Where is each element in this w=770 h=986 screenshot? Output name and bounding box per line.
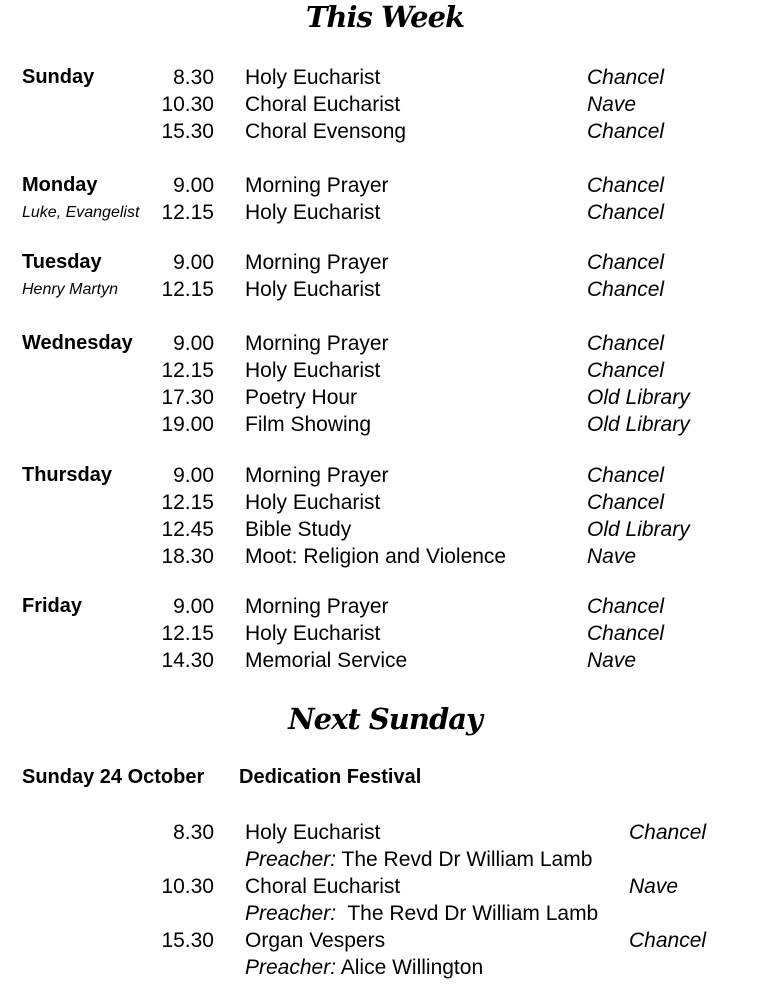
service-location: Nave	[587, 545, 637, 568]
service-location: Nave	[629, 875, 679, 898]
service-name: Holy Eucharist	[245, 278, 381, 301]
service-row	[0, 91, 770, 118]
service-name: Moot: Religion and Violence	[245, 545, 507, 568]
preacher-label: Preacher:	[245, 848, 337, 871]
service-location: Chancel	[587, 201, 665, 224]
service-name: Bible Study	[245, 518, 352, 541]
service-name: Choral Eucharist	[245, 875, 401, 898]
preacher-label: Preacher:	[245, 956, 337, 979]
service-name: Holy Eucharist	[245, 491, 381, 514]
service-name: Morning Prayer	[245, 464, 389, 487]
service-time: 12.15	[161, 278, 214, 301]
preacher-label: Preacher:	[245, 902, 337, 925]
service-location: Chancel	[587, 332, 665, 355]
service-location: Chancel	[587, 251, 665, 274]
service-time: 17.30	[161, 386, 214, 409]
this-week-heading: This Week	[305, 0, 465, 34]
service-name: Holy Eucharist	[245, 201, 381, 224]
service-name: Morning Prayer	[245, 595, 389, 618]
service-location: Chancel	[587, 278, 665, 301]
day-label: Monday	[22, 174, 98, 196]
preacher-line	[245, 954, 483, 981]
day-label: Wednesday	[22, 332, 133, 354]
service-location: Old Library	[587, 518, 690, 541]
service-location: Chancel	[587, 595, 665, 618]
preacher-name: The Revd Dr William Lamb	[341, 848, 593, 871]
service-location: Old Library	[587, 386, 690, 409]
service-location: Chancel	[587, 174, 665, 197]
service-location: Chancel	[587, 491, 665, 514]
next-sunday-heading: Next Sunday	[288, 702, 482, 736]
service-location: Chancel	[629, 821, 707, 844]
service-time: 12.15	[161, 491, 214, 514]
service-location: Old Library	[587, 413, 690, 436]
service-time: 14.30	[161, 649, 214, 672]
service-time: 15.30	[161, 929, 214, 952]
service-time: 10.30	[161, 875, 214, 898]
service-location: Chancel	[587, 66, 665, 89]
preacher-line	[245, 846, 592, 873]
service-row	[0, 620, 770, 647]
service-time: 9.00	[173, 332, 214, 355]
service-time: 9.00	[173, 595, 214, 618]
service-row	[0, 462, 770, 489]
preacher-row	[0, 846, 770, 873]
service-time: 12.15	[161, 201, 214, 224]
service-name: Poetry Hour	[245, 386, 358, 409]
next-sunday-date: Sunday 24 October	[22, 766, 205, 788]
service-name: Holy Eucharist	[245, 66, 381, 89]
day-label: Friday	[22, 595, 83, 617]
service-name: Holy Eucharist	[245, 821, 381, 844]
service-location: Chancel	[587, 622, 665, 645]
service-row	[0, 593, 770, 620]
next-sunday-header-row	[0, 764, 770, 791]
service-location: Chancel	[587, 359, 665, 382]
service-time: 12.15	[161, 622, 214, 645]
service-row	[0, 357, 770, 384]
preacher-row	[0, 954, 770, 981]
service-time: 9.00	[173, 464, 214, 487]
preacher-name: The Revd Dr William Lamb	[347, 902, 599, 925]
service-time: 8.30	[173, 66, 214, 89]
service-time: 9.00	[173, 174, 214, 197]
service-time: 19.00	[161, 413, 214, 436]
service-name: Film Showing	[245, 413, 372, 436]
service-row	[0, 249, 770, 276]
service-row	[0, 873, 770, 900]
service-row	[0, 199, 770, 226]
day-label: Sunday	[22, 66, 95, 88]
service-row	[0, 64, 770, 91]
service-time: 8.30	[173, 821, 214, 844]
service-location: Chancel	[587, 120, 665, 143]
preacher-name: Alice Willington	[340, 956, 484, 979]
service-name: Memorial Service	[245, 649, 408, 672]
preacher-row	[0, 900, 770, 927]
service-row	[0, 819, 770, 846]
service-row	[0, 172, 770, 199]
service-name: Morning Prayer	[245, 174, 389, 197]
service-row	[0, 516, 770, 543]
service-row	[0, 927, 770, 954]
service-name: Holy Eucharist	[245, 622, 381, 645]
service-row	[0, 384, 770, 411]
day-label: Thursday	[22, 464, 113, 486]
feast-day-note: Luke, Evangelist	[22, 204, 140, 221]
service-location: Nave	[587, 649, 637, 672]
feast-day-note: Henry Martyn	[22, 281, 119, 298]
service-name: Holy Eucharist	[245, 359, 381, 382]
service-location: Chancel	[629, 929, 707, 952]
service-name: Choral Eucharist	[245, 93, 401, 116]
service-time: 9.00	[173, 251, 214, 274]
service-time: 18.30	[161, 545, 214, 568]
service-time: 15.30	[161, 120, 214, 143]
service-row	[0, 543, 770, 570]
service-name: Organ Vespers	[245, 929, 386, 952]
service-time: 10.30	[161, 93, 214, 116]
service-name: Morning Prayer	[245, 251, 389, 274]
service-row	[0, 276, 770, 303]
service-row	[0, 411, 770, 438]
next-sunday-occasion: Dedication Festival	[239, 766, 422, 788]
service-name: Choral Evensong	[245, 120, 407, 143]
service-row	[0, 330, 770, 357]
preacher-line	[245, 900, 598, 927]
service-row	[0, 489, 770, 516]
service-row	[0, 118, 770, 145]
day-label: Tuesday	[22, 251, 102, 273]
service-location: Nave	[587, 93, 637, 116]
service-time: 12.15	[161, 359, 214, 382]
service-row	[0, 647, 770, 674]
service-location: Chancel	[587, 464, 665, 487]
service-name: Morning Prayer	[245, 332, 389, 355]
service-time: 12.45	[161, 518, 214, 541]
